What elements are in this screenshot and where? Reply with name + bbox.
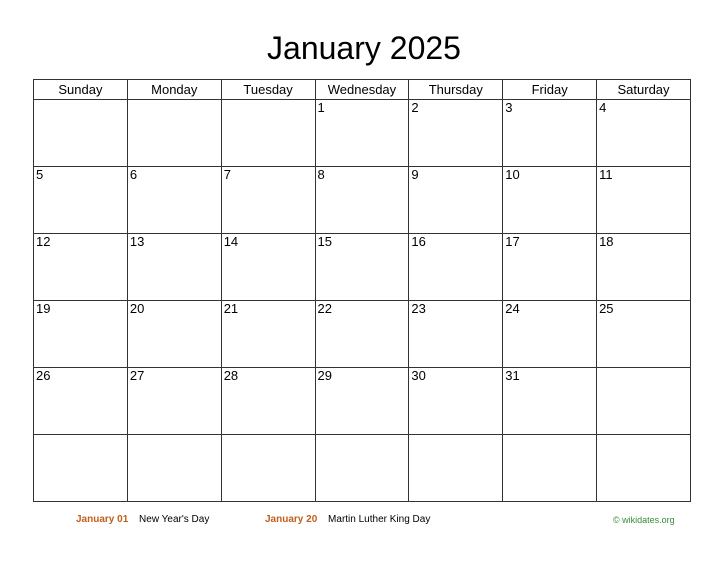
day-number — [34, 435, 127, 436]
day-number — [34, 100, 127, 101]
day-cell — [34, 301, 128, 368]
day-cell — [221, 100, 315, 167]
calendar-title: January 2025 — [267, 30, 461, 66]
week-row — [34, 100, 691, 167]
day-number — [128, 435, 221, 436]
day-number: 17 — [505, 234, 520, 249]
day-cell — [409, 167, 503, 234]
day-cell — [127, 234, 221, 301]
day-number: 18 — [599, 234, 614, 249]
day-number: 28 — [223, 368, 239, 383]
day-cell — [503, 301, 597, 368]
day-number — [128, 100, 221, 101]
day-number: 27 — [129, 368, 145, 383]
week-row — [34, 167, 691, 234]
day-number: 30 — [411, 368, 426, 383]
week-row — [34, 234, 691, 301]
day-number: 9 — [411, 167, 419, 182]
week-row — [34, 435, 691, 502]
day-cell — [409, 100, 503, 167]
day-number: 14 — [223, 234, 239, 249]
day-cell — [34, 100, 128, 167]
calendar-grid — [33, 79, 691, 502]
day-number: 2 — [411, 100, 419, 115]
day-number: 26 — [36, 368, 51, 383]
day-number: 16 — [411, 234, 426, 249]
day-cell — [34, 167, 128, 234]
weekday-monday: Monday — [127, 80, 221, 100]
day-number — [597, 368, 690, 369]
day-cell — [127, 100, 221, 167]
credit-link[interactable]: © wikidates.org — [613, 515, 675, 525]
day-number: 19 — [36, 301, 51, 316]
day-cell — [315, 368, 409, 435]
day-cell — [221, 167, 315, 234]
holiday-name: Martin Luther King Day — [328, 514, 431, 525]
weekday-tuesday: Tuesday — [221, 80, 315, 100]
day-number: 15 — [317, 234, 332, 249]
day-cell — [34, 368, 128, 435]
day-cell — [127, 301, 221, 368]
day-number: 24 — [505, 301, 520, 316]
day-number — [409, 435, 502, 436]
day-number — [503, 435, 596, 436]
holiday-entry — [265, 514, 430, 526]
weekday-sunday: Sunday — [34, 80, 128, 100]
day-number: 31 — [505, 368, 520, 383]
day-number: 21 — [223, 301, 239, 316]
day-number: 1 — [317, 100, 325, 115]
day-cell — [315, 234, 409, 301]
day-cell — [34, 435, 128, 502]
day-cell — [409, 368, 503, 435]
day-cell — [127, 368, 221, 435]
weekday-saturday: Saturday — [597, 80, 691, 100]
day-number: 23 — [411, 301, 426, 316]
day-number: 4 — [599, 100, 607, 115]
weekday-thursday: Thursday — [409, 80, 503, 100]
day-cell — [221, 234, 315, 301]
day-cell — [221, 435, 315, 502]
weekday-wednesday: Wednesday — [315, 80, 409, 100]
day-cell — [409, 301, 503, 368]
day-cell — [34, 234, 128, 301]
weekday-friday: Friday — [503, 80, 597, 100]
day-cell — [315, 167, 409, 234]
day-cell — [597, 100, 691, 167]
day-number: 8 — [317, 167, 325, 182]
day-cell — [315, 435, 409, 502]
weekday-header-row — [34, 80, 691, 100]
day-number — [222, 435, 315, 436]
day-cell — [503, 435, 597, 502]
day-number: 25 — [599, 301, 614, 316]
day-cell — [127, 435, 221, 502]
holiday-name: New Year's Day — [139, 514, 210, 525]
day-cell — [221, 301, 315, 368]
week-row — [34, 368, 691, 435]
holiday-entry — [76, 514, 209, 526]
day-number — [597, 435, 690, 436]
day-number: 13 — [129, 234, 145, 249]
day-number: 7 — [223, 167, 231, 182]
day-cell — [221, 368, 315, 435]
day-number: 5 — [36, 167, 44, 182]
day-cell — [597, 435, 691, 502]
day-number — [316, 435, 409, 436]
day-number: 6 — [129, 167, 138, 182]
day-cell — [597, 234, 691, 301]
day-number — [222, 100, 315, 101]
day-number: 20 — [129, 301, 145, 316]
day-cell — [597, 368, 691, 435]
day-number: 10 — [505, 167, 520, 182]
day-cell — [315, 100, 409, 167]
day-number: 12 — [36, 234, 51, 249]
week-row — [34, 301, 691, 368]
day-cell — [597, 301, 691, 368]
day-cell — [409, 435, 503, 502]
holiday-date: January 01 — [76, 514, 129, 525]
day-cell — [597, 167, 691, 234]
day-cell — [503, 368, 597, 435]
day-number: 22 — [317, 301, 332, 316]
day-cell — [409, 234, 503, 301]
day-cell — [503, 234, 597, 301]
holiday-date: January 20 — [265, 514, 318, 525]
day-number: 29 — [317, 368, 332, 383]
day-cell — [127, 167, 221, 234]
day-cell — [315, 301, 409, 368]
day-number: 3 — [505, 100, 513, 115]
day-cell — [503, 167, 597, 234]
day-number: 11 — [599, 167, 613, 182]
day-cell — [503, 100, 597, 167]
